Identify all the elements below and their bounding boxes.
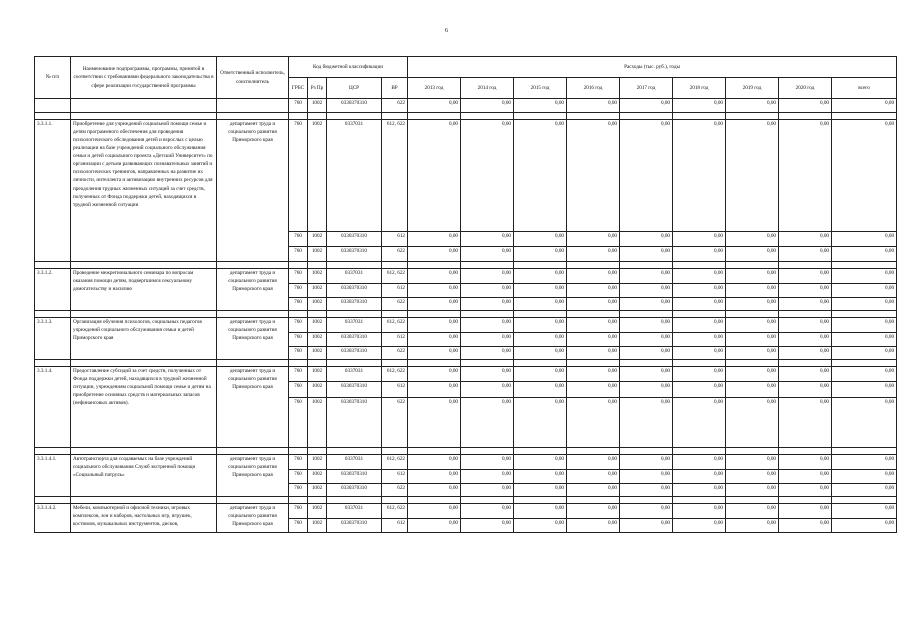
vr-cell: 622 [382,347,408,360]
amount-cell: 0,00 [567,367,620,382]
amount-cell: 0,00 [408,318,461,333]
amount-cell: 0,00 [673,367,726,382]
amount-cell: 0,00 [779,99,832,113]
grbs-cell: 760 [289,269,308,284]
item-number-cell: 3.3.1.4.1. [35,455,71,497]
amount-cell: 0,00 [408,247,461,262]
rzpr-cell: 1002 [308,318,327,333]
amount-cell: 0,00 [514,298,567,311]
item-number-cell: 3.3.1.2. [35,269,71,311]
col-header-csr: ЦСР [327,78,382,99]
amount-cell: 0,00 [514,318,567,333]
col-header-year: 2014 год [461,78,514,99]
csr-cell: 0330370310 [327,347,382,360]
amount-cell: 0,00 [726,455,779,470]
amount-cell: 0,00 [779,519,832,533]
vr-cell: 612, 622 [382,318,408,333]
amount-cell: 0,00 [832,367,897,382]
amount-cell: 0,00 [726,382,779,398]
amount-cell: 0,00 [408,298,461,311]
amount-cell: 0,00 [832,284,897,298]
amount-cell: 0,00 [726,298,779,311]
grbs-cell: 760 [289,484,308,497]
row-spacer [35,448,897,455]
amount-cell: 0,00 [461,470,514,484]
row-spacer [35,262,897,269]
amount-cell: 0,00 [832,247,897,262]
amount-cell: 0,00 [620,455,673,470]
grbs-cell: 760 [289,367,308,382]
amount-cell: 0,00 [567,484,620,497]
rzpr-cell: 1002 [308,347,327,360]
table-row [35,367,897,382]
csr-cell: 0330370310 [327,382,382,398]
grbs-cell: 760 [289,455,308,470]
grbs-cell: 760 [289,470,308,484]
amount-cell: 0,00 [461,398,514,448]
csr-cell: 0337031 [327,269,382,284]
grbs-cell: 760 [289,333,308,347]
amount-cell: 0,00 [620,247,673,262]
col-header-total: всего [832,78,897,99]
amount-cell: 0,00 [832,470,897,484]
amount-cell: 0,00 [461,247,514,262]
grbs-cell: 760 [289,504,308,519]
csr-cell: 0330370310 [327,519,382,533]
amount-cell: 0,00 [779,504,832,519]
item-name-cell: Проведение межрегионального семинара по вопросам оказания помощи детям, подвергшимся сексуальному домогательству и насилию [71,269,217,311]
vr-cell: 612 [382,232,408,247]
amount-cell: 0,00 [567,398,620,448]
col-header-year: 2017 год [620,78,673,99]
table-row [35,455,897,470]
amount-cell: 0,00 [726,247,779,262]
grbs-cell: 760 [289,232,308,247]
amount-cell: 0,00 [673,333,726,347]
amount-cell: 0,00 [832,333,897,347]
rzpr-cell: 1002 [308,298,327,311]
amount-cell: 0,00 [779,367,832,382]
table-row [35,269,897,284]
amount-cell: 0,00 [461,333,514,347]
amount-cell: 0,00 [461,269,514,284]
row-spacer [35,360,897,367]
amount-cell: 0,00 [461,382,514,398]
amount-cell: 0,00 [726,99,779,113]
amount-cell: 0,00 [514,284,567,298]
amount-cell: 0,00 [514,484,567,497]
amount-cell: 0,00 [461,504,514,519]
item-name-cell: Автотранспорта для создаваемых на базе учреждений социального обслуживания Служб экстренной помощи «Социальный патруль» [71,455,217,497]
amount-cell: 0,00 [620,470,673,484]
amount-cell: 0,00 [408,382,461,398]
rzpr-cell: 1002 [308,333,327,347]
rzpr-cell: 1002 [308,470,327,484]
amount-cell: 0,00 [832,318,897,333]
col-header-year: 2013 год [408,78,461,99]
row-spacer [35,497,897,504]
amount-cell: 0,00 [726,398,779,448]
amount-cell: 0,00 [620,120,673,232]
grbs-cell: 760 [289,247,308,262]
rzpr-cell: 1002 [308,382,327,398]
grbs-cell: 760 [289,99,308,113]
item-name-cell: Мебели, компьютерной и офисной техники, игровых комплексов, зон и наборов, настольных игр, игрушек, костюмов, музыкальных инструментов, дисков, [71,504,217,533]
amount-cell: 0,00 [779,347,832,360]
col-header-grbs: ГРБС [289,78,308,99]
amount-cell: 0,00 [408,504,461,519]
amount-cell: 0,00 [461,455,514,470]
amount-cell: 0,00 [832,298,897,311]
amount-cell: 0,00 [673,382,726,398]
amount-cell: 0,00 [514,504,567,519]
amount-cell: 0,00 [567,519,620,533]
amount-cell: 0,00 [673,318,726,333]
table-row [35,99,897,113]
col-header-no: № п/п [35,57,71,99]
amount-cell: 0,00 [673,269,726,284]
amount-cell: 0,00 [408,269,461,284]
amount-cell: 0,00 [567,99,620,113]
amount-cell: 0,00 [620,232,673,247]
amount-cell: 0,00 [567,382,620,398]
responsible-cell: департамент труда и социального развития Приморского края [217,367,289,448]
amount-cell: 0,00 [726,367,779,382]
amount-cell: 0,00 [408,519,461,533]
rzpr-cell: 1002 [308,120,327,232]
amount-cell: 0,00 [726,232,779,247]
item-number-cell: 3.3.1.4.2. [35,504,71,533]
amount-cell: 0,00 [461,484,514,497]
amount-cell: 0,00 [673,347,726,360]
amount-cell: 0,00 [567,504,620,519]
amount-cell: 0,00 [567,455,620,470]
amount-cell: 0,00 [514,382,567,398]
amount-cell: 0,00 [832,347,897,360]
amount-cell: 0,00 [567,120,620,232]
table-row [35,318,897,333]
amount-cell: 0,00 [779,232,832,247]
rzpr-cell: 1002 [308,484,327,497]
amount-cell: 0,00 [779,470,832,484]
amount-cell: 0,00 [514,470,567,484]
col-header-year: 2019 год [726,78,779,99]
amount-cell: 0,00 [673,298,726,311]
amount-cell: 0,00 [779,484,832,497]
rzpr-cell: 1002 [308,519,327,533]
amount-cell: 0,00 [726,470,779,484]
csr-cell: 0330370310 [327,333,382,347]
amount-cell: 0,00 [779,333,832,347]
amount-cell: 0,00 [779,298,832,311]
vr-cell: 612, 622 [382,269,408,284]
amount-cell: 0,00 [408,120,461,232]
amount-cell: 0,00 [779,398,832,448]
responsible-cell: департамент труда и социального развития Приморского края [217,120,289,262]
amount-cell: 0,00 [832,455,897,470]
vr-cell: 612 [382,519,408,533]
item-name-cell: Предоставление субсидий за счет средств, полученных от Фонда поддержки детей, находящихся в трудной жизненной ситуации, учреждениям социальной помощи семье и детям на приобретение основных средств и материальных запасов (нефинансовых активов). [71,367,217,448]
amount-cell: 0,00 [620,298,673,311]
amount-cell: 0,00 [779,318,832,333]
amount-cell: 0,00 [620,333,673,347]
col-header-year: 2016 год [567,78,620,99]
amount-cell: 0,00 [408,367,461,382]
vr-cell: 612 [382,284,408,298]
amount-cell: 0,00 [567,269,620,284]
amount-cell: 0,00 [408,284,461,298]
amount-cell: 0,00 [673,398,726,448]
amount-cell: 0,00 [461,347,514,360]
vr-cell: 612, 622 [382,367,408,382]
item-number-cell: 3.3.1.4. [35,367,71,448]
row-spacer [35,311,897,318]
amount-cell: 0,00 [567,298,620,311]
amount-cell: 0,00 [514,398,567,448]
responsible-cell: департамент труда и социального развития Приморского края [217,318,289,360]
amount-cell: 0,00 [620,519,673,533]
rzpr-cell: 1002 [308,99,327,113]
amount-cell: 0,00 [514,333,567,347]
csr-cell: 0330370310 [327,99,382,113]
amount-cell: 0,00 [461,284,514,298]
vr-cell: 612 [382,470,408,484]
amount-cell: 0,00 [514,269,567,284]
col-header-budget-code: Код бюджетной классификации [289,57,408,78]
amount-cell: 0,00 [408,455,461,470]
amount-cell: 0,00 [726,318,779,333]
grbs-cell: 760 [289,382,308,398]
amount-cell: 0,00 [514,120,567,232]
vr-cell: 612 [382,333,408,347]
amount-cell: 0,00 [832,269,897,284]
item-name-cell: Организация обучения психологов, социальных педагогов учреждений социального обслуживания семьи и детей Приморского края [71,318,217,360]
rzpr-cell: 1002 [308,504,327,519]
amount-cell: 0,00 [620,99,673,113]
amount-cell: 0,00 [461,367,514,382]
responsible-cell: департамент труда и социального развития Приморского края [217,269,289,311]
amount-cell: 0,00 [620,347,673,360]
amount-cell: 0,00 [779,455,832,470]
amount-cell: 0,00 [726,504,779,519]
vr-cell: 622 [382,398,408,448]
amount-cell: 0,00 [673,232,726,247]
budget-table [34,56,897,533]
col-header-expenses: Расходы (тыс. руб.), годы [408,57,897,78]
amount-cell: 0,00 [673,455,726,470]
amount-cell: 0,00 [408,99,461,113]
amount-cell: 0,00 [514,247,567,262]
amount-cell: 0,00 [726,347,779,360]
csr-cell: 0337031 [327,367,382,382]
table-body [35,99,897,533]
csr-cell: 0330370310 [327,398,382,448]
col-header-year: 2015 год [514,78,567,99]
csr-cell: 0330370310 [327,470,382,484]
amount-cell: 0,00 [567,247,620,262]
amount-cell: 0,00 [620,398,673,448]
amount-cell: 0,00 [461,298,514,311]
amount-cell: 0,00 [726,269,779,284]
amount-cell: 0,00 [779,269,832,284]
grbs-cell: 760 [289,284,308,298]
table-row [35,504,897,519]
amount-cell: 0,00 [832,519,897,533]
grbs-cell: 760 [289,298,308,311]
amount-cell: 0,00 [514,99,567,113]
grbs-cell: 760 [289,120,308,232]
amount-cell: 0,00 [673,284,726,298]
csr-cell: 0330370310 [327,284,382,298]
col-header-responsible: Ответственный исполнитель, соисполнитель [217,57,289,99]
amount-cell: 0,00 [620,382,673,398]
amount-cell: 0,00 [726,484,779,497]
vr-cell: 612 [382,382,408,398]
amount-cell: 0,00 [408,232,461,247]
amount-cell: 0,00 [514,455,567,470]
rzpr-cell: 1002 [308,367,327,382]
amount-cell: 0,00 [567,333,620,347]
amount-cell: 0,00 [620,367,673,382]
amount-cell: 0,00 [673,519,726,533]
amount-cell: 0,00 [726,519,779,533]
grbs-cell: 760 [289,347,308,360]
amount-cell: 0,00 [779,247,832,262]
amount-cell: 0,00 [567,318,620,333]
csr-cell: 0330370310 [327,232,382,247]
amount-cell: 0,00 [408,333,461,347]
amount-cell: 0,00 [726,333,779,347]
amount-cell: 0,00 [832,232,897,247]
amount-cell: 0,00 [567,347,620,360]
amount-cell: 0,00 [620,318,673,333]
vr-cell: 612, 622 [382,120,408,232]
vr-cell: 622 [382,99,408,113]
amount-cell: 0,00 [461,318,514,333]
amount-cell: 0,00 [514,347,567,360]
csr-cell: 0330370310 [327,484,382,497]
csr-cell: 0337031 [327,504,382,519]
grbs-cell: 760 [289,519,308,533]
amount-cell: 0,00 [726,284,779,298]
amount-cell: 0,00 [461,120,514,232]
grbs-cell: 760 [289,398,308,448]
amount-cell: 0,00 [567,284,620,298]
amount-cell: 0,00 [832,484,897,497]
amount-cell: 0,00 [514,367,567,382]
amount-cell: 0,00 [514,519,567,533]
vr-cell: 622 [382,298,408,311]
col-header-name: Наименование подпрограммы, программы, принятой в соответствии с требованиями федерального законодательства в сфере реализации государственной программы [71,57,217,99]
csr-cell: 0330370310 [327,247,382,262]
amount-cell: 0,00 [567,232,620,247]
amount-cell: 0,00 [620,484,673,497]
vr-cell: 612, 622 [382,504,408,519]
rzpr-cell: 1002 [308,398,327,448]
amount-cell: 0,00 [408,347,461,360]
rzpr-cell: 1002 [308,269,327,284]
row-spacer [35,113,897,120]
amount-cell: 0,00 [461,519,514,533]
vr-cell: 622 [382,247,408,262]
amount-cell: 0,00 [779,120,832,232]
amount-cell: 0,00 [567,470,620,484]
amount-cell: 0,00 [620,269,673,284]
amount-cell: 0,00 [461,99,514,113]
amount-cell: 0,00 [673,120,726,232]
item-name-cell: Приобретение для учреждений социальной помощи семье и детям программного обеспечения для проведения психологического обследования детей и взрослых с целью реализации на базе учреждений социального обслуживания семьи и детей социального проекта «Детский Университет» по организации с детьми развивающих познавательных занятий и психологических тренингов, направленных на развитие их личности, интеллекта и активизацию внутренних ресурсов для преодоления трудных жизненных ситуаций за счет средств, полученных от Фонда поддержки детей, находящихся в трудной жизненной ситуации [71,120,217,262]
col-header-year: 2020 год [779,78,832,99]
amount-cell: 0,00 [726,120,779,232]
amount-cell: 0,00 [673,504,726,519]
amount-cell: 0,00 [673,470,726,484]
amount-cell: 0,00 [832,504,897,519]
rzpr-cell: 1002 [308,247,327,262]
amount-cell: 0,00 [832,99,897,113]
item-number-cell: 3.3.1.3. [35,318,71,360]
table-row [35,120,897,232]
amount-cell: 0,00 [832,398,897,448]
csr-cell: 0337031 [327,455,382,470]
csr-cell: 0330370310 [327,298,382,311]
rzpr-cell: 1002 [308,232,327,247]
page-number: 6 [445,28,448,34]
amount-cell: 0,00 [779,382,832,398]
amount-cell: 0,00 [408,484,461,497]
rzpr-cell: 1002 [308,455,327,470]
amount-cell: 0,00 [408,470,461,484]
col-header-year: 2018 год [673,78,726,99]
amount-cell: 0,00 [408,398,461,448]
amount-cell: 0,00 [832,120,897,232]
amount-cell: 0,00 [461,232,514,247]
amount-cell: 0,00 [620,284,673,298]
amount-cell: 0,00 [832,382,897,398]
responsible-cell: департамент труда и социального развития Приморского края [217,504,289,533]
rzpr-cell: 1002 [308,284,327,298]
amount-cell: 0,00 [620,504,673,519]
responsible-cell: департамент труда и социального развития Приморского края [217,455,289,497]
col-header-rzpr: Рз Пр [308,78,327,99]
amount-cell: 0,00 [673,247,726,262]
grbs-cell: 760 [289,318,308,333]
csr-cell: 0337031 [327,120,382,232]
csr-cell: 0337031 [327,318,382,333]
vr-cell: 622 [382,484,408,497]
amount-cell: 0,00 [779,284,832,298]
amount-cell: 0,00 [673,484,726,497]
header-row-1 [35,57,897,78]
vr-cell: 612, 622 [382,455,408,470]
item-number-cell: 3.3.1.1. [35,120,71,262]
amount-cell: 0,00 [514,232,567,247]
amount-cell: 0,00 [673,99,726,113]
col-header-vr: ВР [382,78,408,99]
